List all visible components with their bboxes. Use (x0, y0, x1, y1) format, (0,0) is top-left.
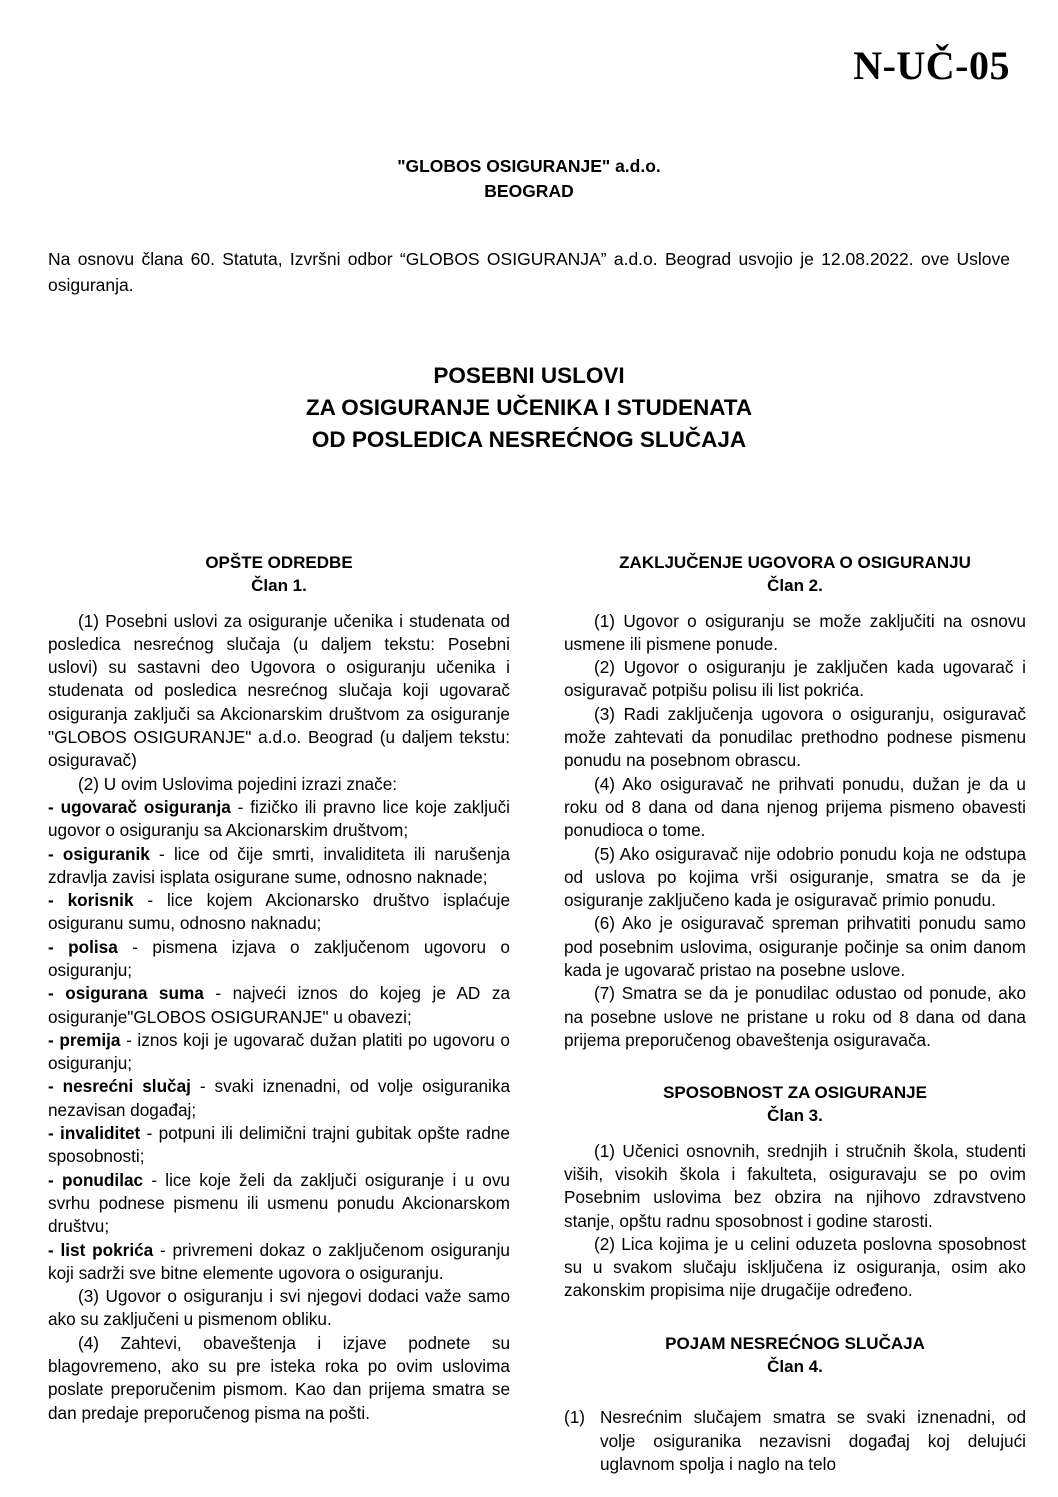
definition-item (48, 1239, 510, 1286)
paragraph-4-1-number: (1) (564, 1407, 586, 1428)
definition-item (48, 1029, 510, 1076)
left-column (48, 552, 510, 1425)
definition-term: - invaliditet (48, 1123, 141, 1144)
paragraph-2-5: (5) Ako osiguravač nije odobrio ponudu koja ne odstupa od uslova po kojima vrši osiguranje, smatra se da je osiguranje zaključeno kada je osiguravač primio ponudu. (564, 843, 1026, 911)
definition-text: - najveći iznos do kojeg je AD za osiguranje"GLOBOS OSIGURANJE" u obavezi; (48, 983, 511, 1027)
section-title: POJAM NESREĆNOG SLUČAJA (665, 1333, 925, 1353)
section-heading-pojam-nesrecnog-slucaja (564, 1333, 1026, 1379)
definition-item (48, 1169, 510, 1239)
definition-text: - svaki iznenadni, od volje osiguranika nezavisan događaj; (48, 1076, 511, 1120)
definition-term: - korisnik (48, 890, 134, 911)
definition-text: - lice koje želi da zaključi osiguranje i u ovu svrhu podnese pismenu ili usmenu ponudu Akcionarskom društvu; (48, 1169, 510, 1237)
preamble-paragraph: Na osnovu člana 60. Statuta, Izvršni odbor “GLOBOS OSIGURANJA” a.d.o. Beograd usvojio je 12.08.2022. ove Uslove osiguranja. (48, 248, 1010, 295)
company-city: BEOGRAD (484, 180, 574, 201)
section-title: OPŠTE ODREDBE (205, 553, 353, 572)
definition-term: - ponudilac (48, 1169, 144, 1190)
section-heading-zakljucenje-ugovora (564, 552, 1026, 598)
document-title-line-2: ZA OSIGURANJE UČENIKA I STUDENATA (305, 395, 753, 421)
section-heading-opste-odredbe (48, 552, 510, 598)
paragraph-1-4: (4) Zahtevi, obaveštenja i izjave podnete su blagovremeno, ako su pre isteka roka po ovim uslovima poslate preporučenim pismom. Kao dan prijema smatra se dan predaje preporučenog pisma na pošti. (48, 1332, 510, 1423)
document-code: N-UČ-05 (853, 43, 1010, 88)
definition-item (48, 889, 510, 936)
paragraph-2-4: (4) Ako osiguravač ne prihvati ponudu, dužan je da u roku od 8 dana od dana njenog prijema pismeno obavesti ponudioca o tome. (564, 773, 1026, 841)
definition-item (48, 1075, 510, 1122)
definition-text: - potpuni ili delimični trajni gubitak opšte radne sposobnosti; (48, 1123, 510, 1167)
document-title-line-3: OD POSLEDICA NESREĆNOG SLUČAJA (311, 427, 747, 453)
paragraph-2-6: (6) Ako je osiguravač spreman prihvatiti ponudu samo pod posebnim uslovima, osiguranje počinje sa onim danom kada je ugovarač pristao na posebne uslove. (564, 913, 1026, 980)
right-column (564, 552, 1026, 1476)
definition-text: - fizičko ili pravno lice koje zaključi ugovor o osiguranju sa Akcionarskim društvom; (48, 796, 511, 841)
paragraph-3-2: (2) Lica kojima je u celini oduzeta poslovna sposobnost su u svakom slučaju isključena iz osiguranja, osim ako zakonskim propisima nije drugačije određeno. (564, 1233, 1026, 1301)
definition-text: - lice od čije smrti, invaliditeta ili narušenja zdravlja zavisi isplata osigurane sume, odnosno naknade; (48, 843, 510, 887)
definition-term: - osiguranik (48, 843, 150, 864)
definition-text: - pismena izjava o zaključenom ugovoru o osiguranju; (48, 936, 510, 980)
document-title (48, 360, 1010, 456)
section-title: SPOSOBNOST ZA OSIGURANJE (663, 1083, 927, 1103)
definition-text: - iznos koji je ugovarač dužan platiti po ugovoru o osiguranju; (48, 1029, 510, 1074)
definition-term: - list pokrića (48, 1239, 154, 1260)
paragraph-2-7: (7) Smatra se da je ponudilac odustao od ponude, ako na posebne uslove ne pristane u roku od 8 dana od dana prijema preporučenog obaveštenja osiguravača. (564, 983, 1026, 1050)
paragraph-4-1-text: Nesrećnim slučajem smatra se svaki iznenadni, od volje osiguranika nezavisni događaj koj delujući uglavnom spolja i naglo na telo (600, 1407, 1026, 1474)
section-title: ZAKLJUČENJE UGOVORA O OSIGURANJU (619, 553, 971, 572)
article-number: Član 4. (767, 1356, 823, 1376)
definition-text: - lice kojem Akcionarsko društvo isplaćuje osiguranu sumu, odnosno naknadu; (48, 890, 510, 934)
company-header (48, 154, 1010, 204)
definition-item (48, 982, 510, 1029)
paragraph-2-1: (1) Ugovor o osiguranju se može zaključiti na osnovu usmene ili pismene ponude. (564, 610, 1026, 654)
article-number: Član 2. (767, 575, 823, 595)
paragraph-1-1: (1) Posebni uslovi za osiguranje učenika i studenata od posledica nesrećnog slučaja (u daljem tekstu: Posebni uslovi) su sastavni deo Ugovora o osiguranju učenika i studenata od posledica nesrećnog slučaja koji ugovarač osiguranja zaključi sa Akcionarskim društvom za osiguranje "GLOBOS OSIGURANJE" a.d.o. Beograd (u daljem tekstu: osiguravač) (48, 610, 510, 771)
definition-term: - polisa (48, 936, 118, 957)
paragraph-2-3: (3) Radi zaključenja ugovora o osiguranju, osiguravač može zahtevati da ponudilac prethodno podnese pismenu ponudu na posebnom obrascu. (564, 703, 1026, 771)
paragraph-2-2: (2) Ugovor o osiguranju je zaključen kada ugovarač i osiguravač potpišu polisu ili list pokrića. (564, 657, 1026, 701)
paragraph-4-1 (564, 1406, 1026, 1476)
definition-text: - privremeni dokaz o zaključenom osiguranju koji sadrži sve bitne elemente ugovora o osiguranju. (48, 1239, 510, 1283)
paragraph-spacer (564, 1390, 1026, 1406)
article-number: Član 1. (251, 575, 307, 595)
definition-item (48, 796, 510, 843)
section-heading-sposobnost-za-osiguranje (564, 1082, 1026, 1128)
paragraph-1-3: (3) Ugovor o osiguranju i svi njegovi dodaci važe samo ako su zaključeni u pismenom obliku. (48, 1286, 510, 1330)
definition-term: - osigurana suma (48, 983, 204, 1004)
article-number: Član 3. (767, 1105, 823, 1125)
paragraph-3-1: (1) Učenici osnovnih, srednjih i stručnih škola, studenti viših, visokih škola i fakulteta, osiguravaju se po ovim Posebnim uslovima bez obzira na njihovo zdravstveno stanje, opštu radnu sposobnost i godine starosti. (564, 1140, 1026, 1231)
definition-term: - ugovarač osiguranja (48, 796, 231, 817)
two-column-body (48, 552, 1026, 1476)
definition-item (48, 843, 510, 890)
definition-term: - nesrećni slučaj (48, 1076, 191, 1097)
definition-item (48, 936, 510, 983)
document-title-line-1: POSEBNI USLOVI (433, 363, 625, 389)
company-name: "GLOBOS OSIGURANJE" a.d.o. (397, 156, 661, 176)
definition-term: - premija (48, 1029, 121, 1050)
definition-item (48, 1122, 510, 1169)
paragraph-1-2: (2) U ovim Uslovima pojedini izrazi znače: (78, 773, 398, 794)
